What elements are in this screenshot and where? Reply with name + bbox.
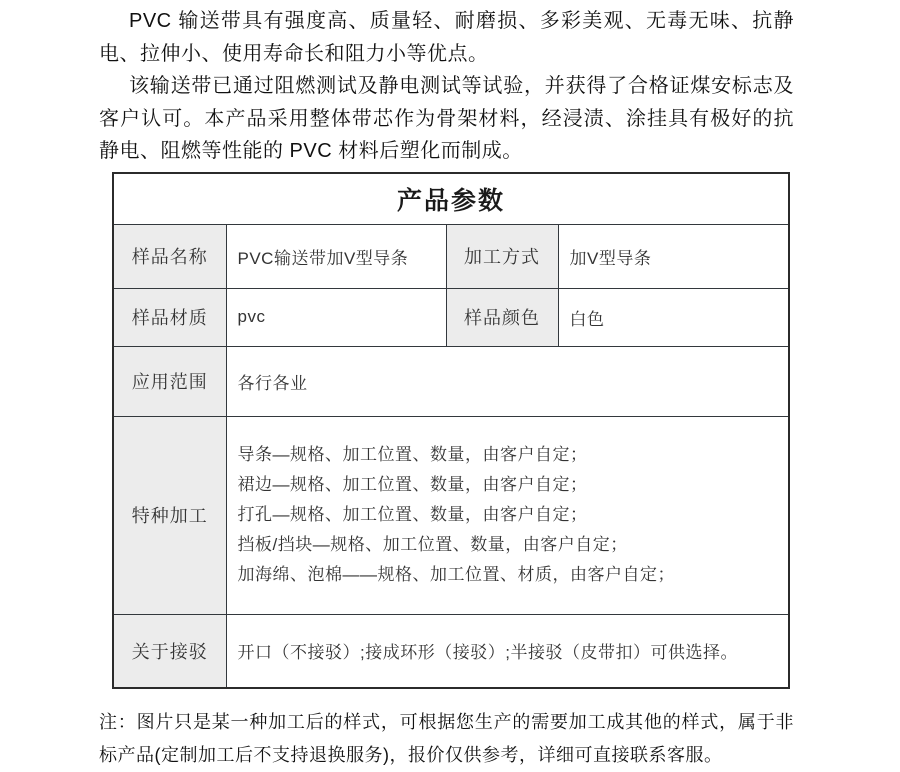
intro-paragraph-1: PVC 输送带具有强度高、质量轻、耐磨损、多彩美观、无毒无味、抗静电、拉伸小、使用寿命长和阻力小等优点。 (99, 10, 794, 65)
param-value-sample-material: pvc (226, 288, 446, 346)
intro-paragraph-2: 该输送带已通过阻燃测试及静电测试等试验，并获得了合格证煤安标志及客户认可。本产品采用整体带芯作为骨架材料，经浸渍、涂挂具有极好的抗静电、阻燃等性能的 PVC 材料后塑化而制成。 (99, 75, 794, 162)
special-processing-line: 裙边—规格、加工位置、数量，由客户自定； (237, 475, 588, 494)
param-label-sample-material: 样品材质 (113, 288, 226, 346)
product-params-table (112, 172, 790, 689)
table-title-row (113, 173, 789, 225)
table-row-sample-name (113, 224, 789, 288)
param-value-processing-method: 加V型导条 (558, 224, 789, 288)
special-processing-line: 挡板/挡块—规格、加工位置、数量，由客户自定； (237, 535, 628, 554)
table-row-special-processing (113, 416, 789, 614)
table-row-joint (113, 614, 789, 688)
param-value-sample-name: PVC输送带加V型导条 (226, 224, 446, 288)
param-value-application-scope: 各行各业 (226, 346, 789, 416)
param-label-sample-color: 样品颜色 (446, 288, 558, 346)
bottom-note: 注：图片只是某一种加工后的样式，可根据您生产的需要加工成其他的样式，属于非标产品(定制加工后不支持退换服务)，报价仅供参考，详细可直接联系客服。 (99, 711, 794, 765)
param-label-sample-name: 样品名称 (113, 224, 226, 288)
table-title: 产品参数 (113, 173, 789, 225)
table-row-application (113, 346, 789, 416)
special-processing-line: 导条—规格、加工位置、数量，由客户自定； (237, 445, 588, 464)
param-value-sample-color: 白色 (558, 288, 789, 346)
param-value-special-processing (226, 416, 789, 614)
param-label-joint: 关于接驳 (113, 614, 226, 688)
special-processing-line: 打孔—规格、加工位置、数量，由客户自定； (237, 505, 588, 524)
intro-text (0, 0, 900, 168)
param-label-special-processing: 特种加工 (113, 416, 226, 614)
param-label-application-scope: 应用范围 (113, 346, 226, 416)
param-value-joint: 开口（不接驳）;接成环形（接驳）;半接驳（皮带扣）可供选择。 (226, 614, 789, 688)
table-row-material (113, 288, 789, 346)
special-processing-line: 加海绵、泡棉——规格、加工位置、材质，由客户自定； (237, 565, 675, 584)
param-label-processing-method: 加工方式 (446, 224, 558, 288)
